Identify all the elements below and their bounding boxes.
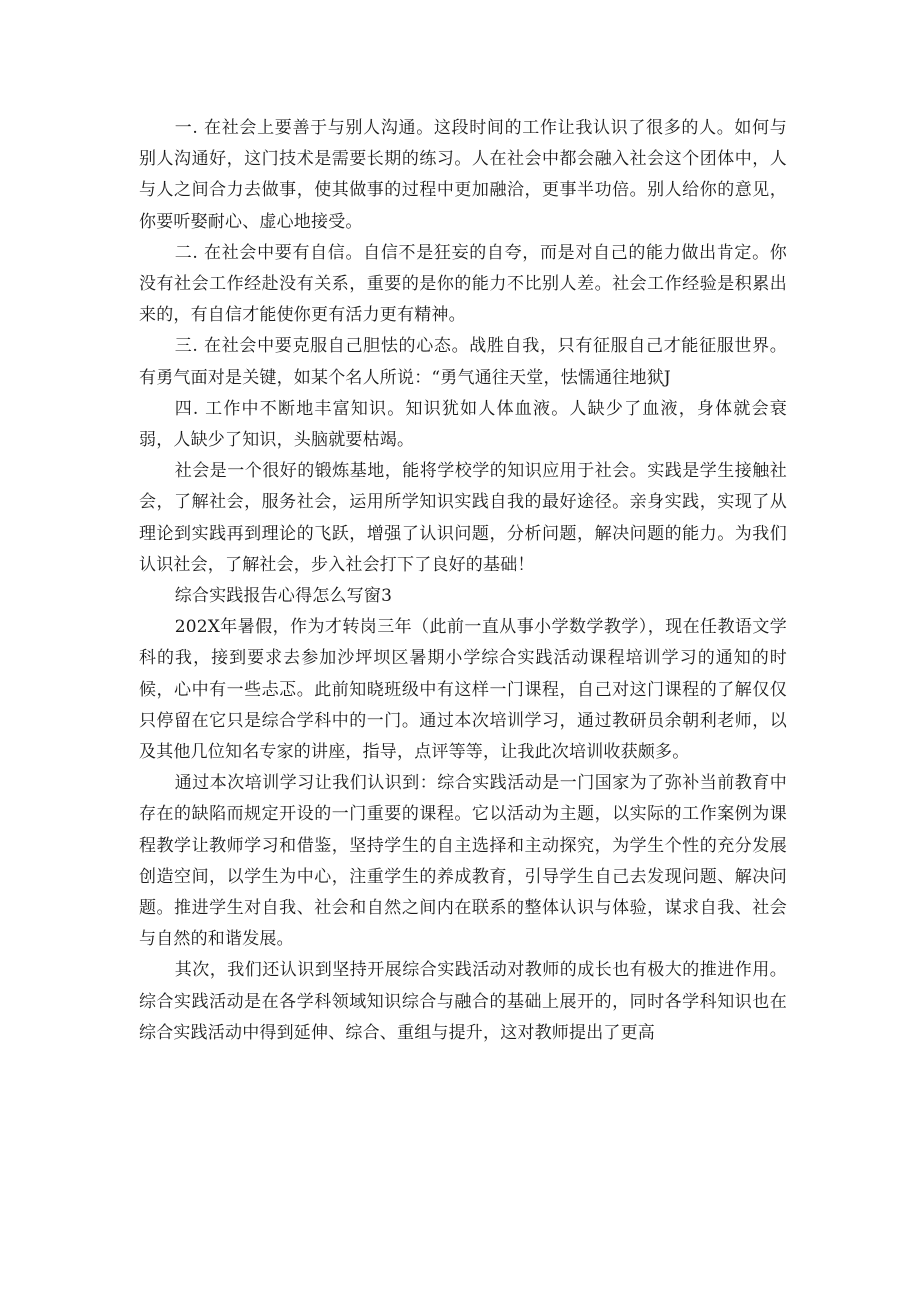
paragraph-communication: 一. 在社会上要善于与别人沟通。这段时间的工作让我认识了很多的人。如何与别人沟通好，这门技术是需要长期的练习。人在社会中都会融入社会这个团体中，人与人之间合力去做事，使其做事的过程中更加融洽，更事半功倍。别人给你的意见，你要听娶耐心、虚心地接受。 <box>139 118 787 232</box>
paragraph-knowledge: 四. 工作中不断地丰富知识。知识犹如人体血液。人缺少了血液，身体就会衰弱，人缺少了知识，头脑就要枯竭。 <box>139 398 787 451</box>
paragraph-training-insight: 通过本次培训学习让我们认识到：综合实践活动是一门国家为了弥补当前教育中存在的缺陷而规定开设的一门重要的课程。它以活动为主题，以实际的工作案例为课程教学让教师学习和借鉴，坚持学生的自主选择和主动探究，为学生个性的充分发展创造空间，以学生为中心，注重学生的养成教育，引导学生自己去发现问题、解决问题。推进学生对自我、社会和自然之间内在联系的整体认识与体验，谋求自我、社会与自然的和谐发展。 <box>139 773 787 950</box>
document-body <box>139 113 787 1049</box>
paragraph-confidence: 二. 在社会中要有自信。自信不是狂妄的自夸，而是对自己的能力做出肯定。你没有社会工作经赴没有关系，重要的是你的能力不比别人差。社会工作经验是积累出来的，有自信才能使你更有活力更有精神。 <box>139 242 787 326</box>
paragraph-society-summary: 社会是一个很好的锻炼基地，能将学校学的知识应用于社会。实践是学生接触社会，了解社会，服务社会，运用所学知识实践自我的最好途径。亲身实践，实现了从理论到实践再到理论的飞跃，增强了认识问题，分析问题，解决问题的能力。为我们认识社会，了解社会，步入社会打下了良好的基础！ <box>139 461 787 575</box>
paragraph-summer-training: 202X年暑假，作为才转岗三年（此前一直从事小学数学教学），现在任教语文学科的我，接到要求去参加沙坪坝区暑期小学综合实践活动课程培训学习的通知的时候，心中有一些忐忑。此前知晓班级中有这样一门课程，自己对这门课程的了解仅仅只停留在它只是综合学科中的一门。通过本次培训学习，通过教研员余朝利老师，以及其他几位知名专家的讲座，指导，点评等等，让我此次培训收获颇多。 <box>139 617 787 763</box>
section-heading: 综合实践报告心得怎么写窗3 <box>174 586 393 607</box>
paragraph-teacher-growth: 其次，我们还认识到坚持开展综合实践活动对教师的成长也有极大的推进作用。综合实践活动是在各学科领域知识综合与融合的基础上展开的，同时各学科知识也在综合实践活动中得到延伸、综合、重组与提升，这对教师提出了更高 <box>139 960 787 1043</box>
paragraph-courage: 三. 在社会中要克服自己胆怯的心态。战胜自我，只有征服自己才能征服世界。有勇气面对是关键，如某个名人所说：“勇气通往天堂，怯懦通往地狱J <box>139 336 787 388</box>
